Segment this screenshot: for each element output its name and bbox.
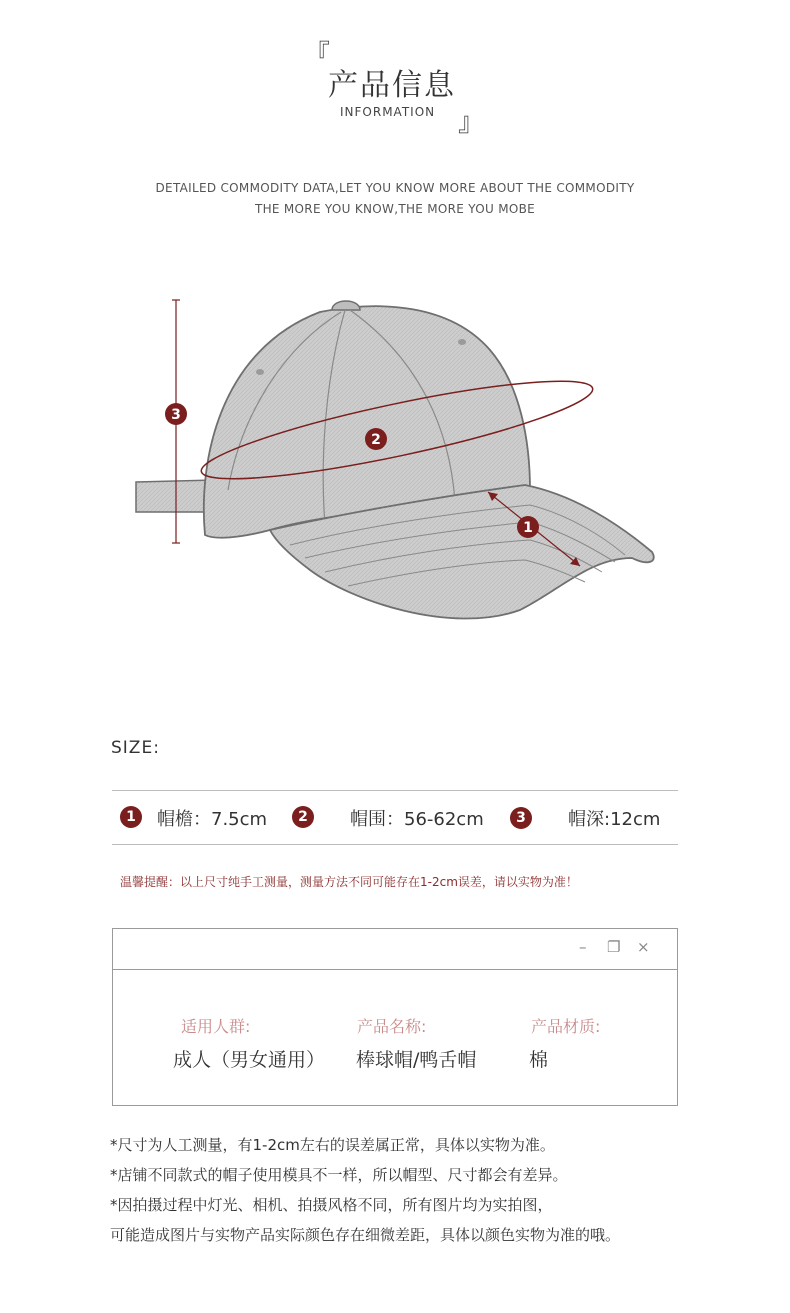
marker-3 <box>165 403 187 425</box>
spec-2-marker: 2 <box>292 806 314 828</box>
minimize-icon[interactable]: – <box>579 938 587 956</box>
marker-2 <box>365 428 387 450</box>
spec-3-marker: 3 <box>510 807 532 829</box>
note-4: 可能造成图片与实物产品实际颜色存在细微差距，具体以颜色实物为准的哦。 <box>110 1226 621 1244</box>
tagline-line-2: THE MORE YOU KNOW,THE MORE YOU MOBE <box>254 202 536 216</box>
spec-1-marker: 1 <box>120 806 142 828</box>
hat-button <box>332 301 360 310</box>
material-label: 产品材质: <box>531 1017 601 1036</box>
restore-icon[interactable]: ❐ <box>607 938 621 956</box>
product-info-window <box>112 928 678 1106</box>
material-value: 棉 <box>529 1049 549 1071</box>
spec-1-text: 帽檐：7.5cm <box>157 809 268 830</box>
divider-top <box>112 790 678 791</box>
divider-bottom <box>112 844 678 845</box>
spec-2-text: 帽围：56-62cm <box>350 809 484 830</box>
bracket-open: 『 <box>304 40 331 70</box>
svg-text:1: 1 <box>523 520 533 536</box>
size-heading: SIZE: <box>111 738 160 758</box>
product-name-label: 产品名称: <box>357 1017 427 1036</box>
bracket-close: 』 <box>458 108 485 138</box>
note-3: *因拍摄过程中灯光、相机、拍摄风格不同，所有图片均为实拍图， <box>110 1196 553 1214</box>
page-title: 产品信息 <box>328 68 456 103</box>
note-2: *店铺不同款式的帽子使用模具不一样，所以帽型、尺寸都会有差异。 <box>110 1166 568 1184</box>
window-title-bar <box>113 929 677 970</box>
spec-3-text: 帽深:12cm <box>568 809 661 830</box>
tagline-line-1: DETAILED COMMODITY DATA,LET YOU KNOW MORE ABOUT THE COMMODITY <box>155 181 635 195</box>
note-1: *尺寸为人工测量，有1-2cm左右的误差属正常，具体以实物为准。 <box>110 1136 555 1154</box>
svg-text:3: 3 <box>171 407 181 423</box>
measurement-notice: 温馨提醒：以上尺寸纯手工测量，测量方法不同可能存在1-2cm误差，请以实物为准！ <box>120 875 578 889</box>
close-icon[interactable]: × <box>637 938 650 956</box>
audience-value: 成人（男女通用） <box>173 1049 326 1071</box>
svg-text:2: 2 <box>371 432 381 448</box>
marker-1 <box>517 516 539 538</box>
audience-label: 适用人群: <box>181 1017 251 1036</box>
product-name-value: 棒球帽/鸭舌帽 <box>356 1049 477 1071</box>
hat-illustration <box>120 290 680 640</box>
page-subtitle: INFORMATION <box>340 105 436 119</box>
